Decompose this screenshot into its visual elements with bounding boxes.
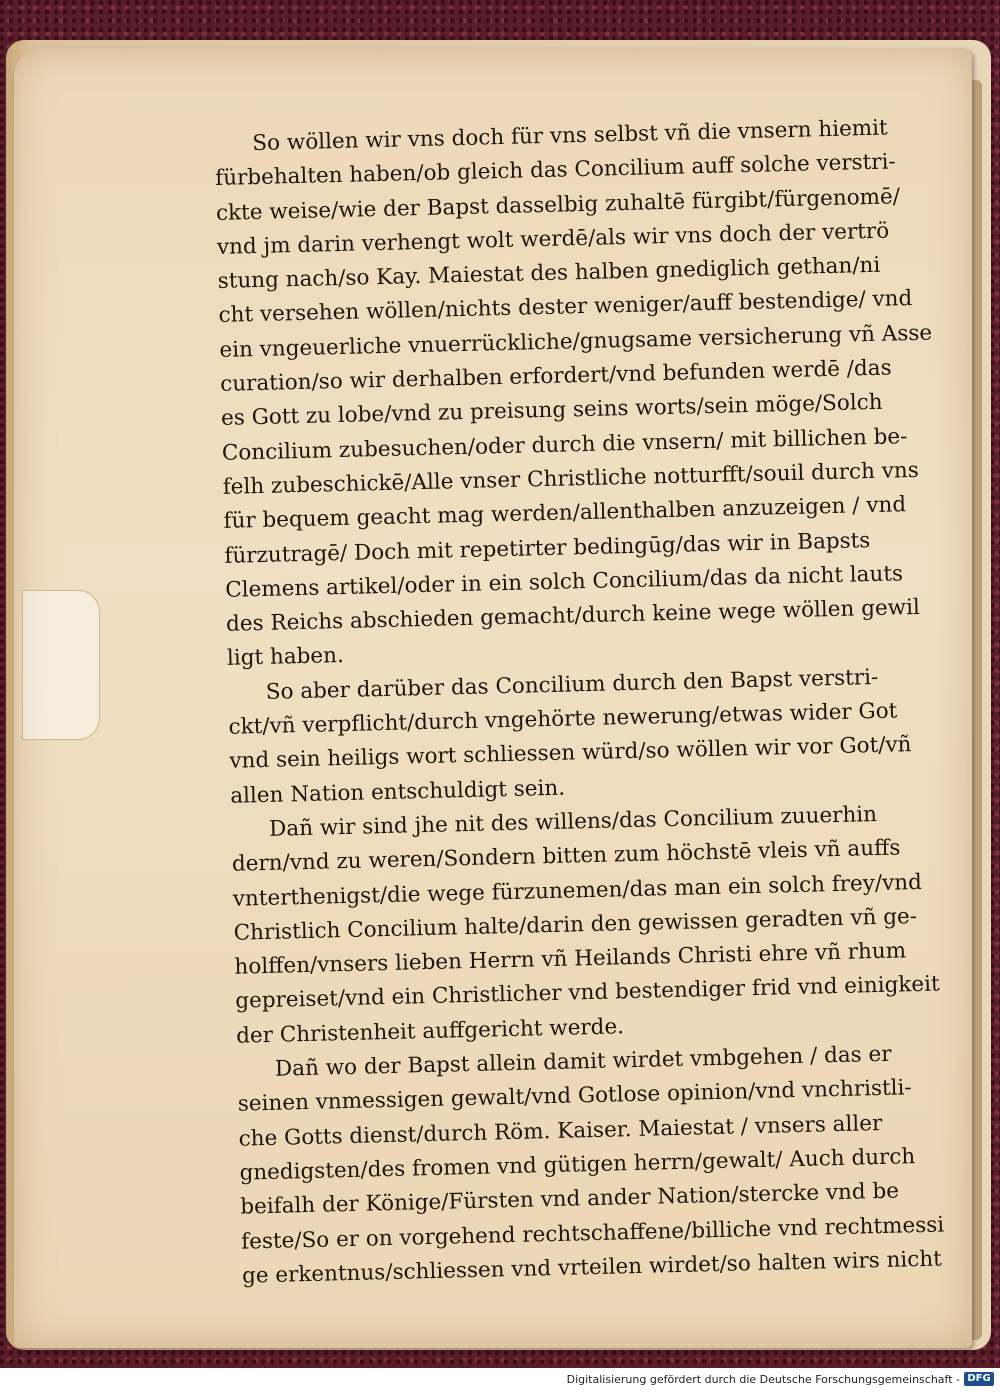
text-line: vnd sein heiligs wort schliessen würd/so wöllen wir vor Got/vñ (229, 732, 912, 775)
dfg-logo-icon: DFG (964, 1372, 994, 1386)
text-line: So wöllen wir vns doch für vns selbst vñ die vnsern hiemit (252, 115, 888, 157)
page-text (214, 111, 945, 1294)
text-line: allen Nation entschuldigt sein. (230, 775, 566, 809)
text-line: vnd jm darin verhengt wolt werdē/als wir vns doch der vertrö (216, 218, 890, 260)
text-line: dern/vnd zu weren/Sondern bitten zum höchstē vleis vñ auffs (231, 835, 901, 878)
page-holder-tab (22, 590, 100, 740)
text-line: beifalh der Könige/Fürsten vnd ander Nation/stercke vnd be (240, 1178, 900, 1220)
text-line: der Christenheit auffgericht werde. (235, 1013, 625, 1049)
text-line: des Reichs abschieden gemacht/durch keine wege wöllen gewil (225, 595, 921, 638)
text-line: gnedigsten/des fromen vnd gütigen herrn/gewalt/ Auch durch (239, 1144, 916, 1186)
text-line: ein vngeuerliche vnuerrückliche/gnugsame versicherung vñ Asse (219, 320, 933, 363)
text-line: fürbehalten haben/ob gleich das Concilium auff solche verstri- (214, 149, 896, 192)
text-line: feste/So er on vorgehend rechtschaffene/billiche vnd rechtmessi (240, 1211, 945, 1255)
text-line: Clemens artikel/oder in ein solch Concilium/das da nicht lauts (224, 561, 904, 603)
text-line: gepreiset/vnd ein Christlicher vnd bestendiger frid vnd einigkeit (235, 971, 940, 1015)
text-line: holffen/vnsers lieben Herrn vñ Heilands Christi ehre vñ rhum (234, 938, 907, 980)
text-line: ckt/vñ verpflicht/durch vngehörte newerung/etwas wider Got (228, 698, 898, 740)
text-line: So aber darüber das Concilium durch den Bapst verstri- (265, 664, 879, 705)
text-line: ge erkentnus/schliessen vnd vrteilen wirdet/so halten wirs nicht (241, 1246, 943, 1289)
text-line: für bequem geacht mag werden/allenthalben anzuzeigen / vnd (223, 492, 907, 535)
footer-bar (0, 1368, 1000, 1392)
text-line: Concilium zubesuchen/oder durch die vnsern/ mit billichen be- (221, 423, 908, 466)
text-line: che Gotts dienst/durch Röm. Kaiser. Maiestat / vnsers aller (238, 1110, 883, 1152)
text-line: Dañ wir sind jhe nit des willens/das Concilium zuuerhin (268, 801, 878, 842)
text-line: ligt haben. (226, 643, 345, 672)
text-line: fürzutragē/ Doch mit repetirter bedingūg/das wir in Bapsts (224, 527, 871, 569)
text-line: seinen vnmessigen gewalt/vnd Gotlose opinion/vnd vnchristli- (237, 1075, 912, 1118)
text-line: Christlich Concilium halte/darin den gewissen geradten vñ ge- (233, 903, 918, 946)
text-line: Dañ wo der Bapst allein damit wirdet vmbgehen / das er (274, 1041, 892, 1082)
text-line: es Gott zu lobe/vnd zu preisung seins worts/sein möge/Solch (220, 390, 883, 432)
text-line: cht versehen wöllen/nichts dester weniger/auff bestendige/ vnd (218, 286, 913, 329)
text-line: felh zubeschickē/Alle vnser Christliche notturfft/souil durch vns (222, 457, 920, 500)
text-line: stung nach/so Kay. Maiestat des halben gnediglich gethan/ni (217, 252, 881, 295)
text-line: vnterthenigst/die wege fürzunemen/das man ein solch frey/vnd (232, 869, 923, 912)
footer-credit: Digitalisierung gefördert durch die Deutsche Forschungsgemeinschaft - (566, 1373, 960, 1386)
text-line: ckte weise/wie der Bapst dasselbig zuhaltē fürgibt/fürgenomē/ (215, 183, 901, 226)
text-line: curation/so wir derhalben erfordert/vnd befunden werdē /das (219, 355, 892, 397)
